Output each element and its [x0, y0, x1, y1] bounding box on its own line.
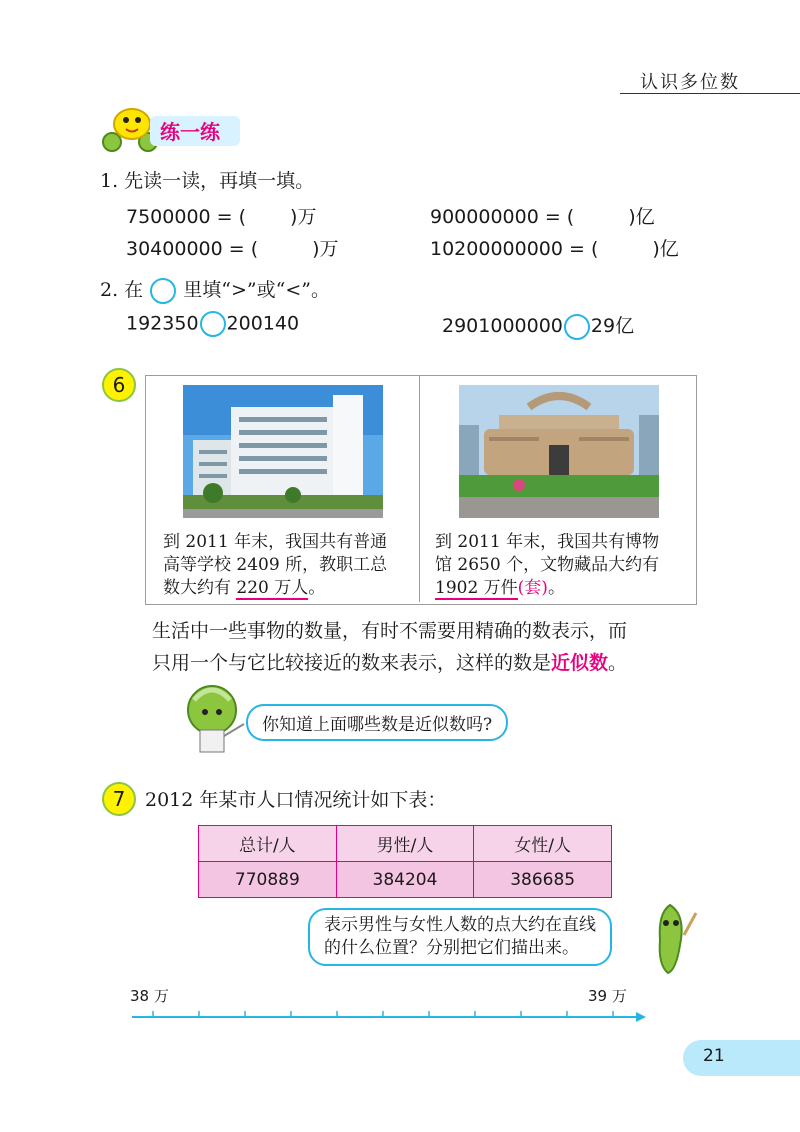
left-caption: 到 2011 年末，我国共有普通 高等学校 2409 所，教职工总 数大约有 220 万人。	[163, 532, 388, 598]
practice-title: 练一练	[160, 120, 220, 144]
paragraph-line-1: 生活中一些事物的数量，有时不需要用精确的数表示，而	[152, 620, 628, 642]
task-bubble: 表示男性与女性人数的点大约在直线 的什么位置？分别把它们描出来。	[308, 908, 612, 966]
table-header-cell: 男性/人	[336, 826, 474, 862]
example-7-badge: 7	[102, 782, 136, 816]
approx-number-underline: 220 万人	[236, 578, 309, 598]
header-rule	[620, 93, 800, 94]
paragraph-line-2: 只用一个与它比较接近的数来表示，这样的数是近似数。	[152, 652, 628, 674]
question-2-prompt: 2. 在 里填“>”或“<”。	[100, 275, 330, 304]
q1-item-3: 30400000 = ( )万	[126, 238, 339, 260]
right-caption: 到 2011 年末，我国共有博物 馆 2650 个，文物藏品大约有 1902 万件(套)。	[435, 532, 660, 598]
question-bubble: 你知道上面哪些数是近似数吗?	[246, 704, 508, 741]
cabbage-mascot-icon	[180, 680, 250, 760]
table-cell: 386685	[474, 862, 612, 898]
circle-blank-icon	[150, 278, 176, 304]
pepper-mascot-icon	[640, 895, 700, 980]
chapter-title: 认识多位数	[640, 72, 740, 93]
photo-divider	[419, 376, 420, 602]
question-1-prompt: 1. 先读一读，再填一填。	[100, 170, 315, 192]
q2-item-2: 2901000000 29亿	[442, 311, 634, 340]
table-header-cell: 女性/人	[474, 826, 612, 862]
museum-photo	[459, 385, 659, 518]
compare-circle[interactable]	[200, 311, 226, 337]
q2-item-1: 192350 200140	[126, 311, 299, 337]
table-cell: 384204	[336, 862, 474, 898]
table-cell: 770889	[199, 862, 337, 898]
table-header-row	[199, 826, 612, 862]
number-line-right-label: 39 万	[588, 987, 627, 1005]
university-building-photo	[183, 385, 383, 518]
table-row	[199, 862, 612, 898]
page-number: 21	[703, 1046, 725, 1066]
example-7-intro: 2012 年某市人口情况统计如下表：	[145, 789, 447, 811]
population-table	[198, 825, 612, 898]
q1-item-2: 900000000 = ( )亿	[430, 206, 655, 228]
number-line-left-label: 38 万	[130, 987, 169, 1005]
q1-item-4: 10200000000 = ( )亿	[430, 238, 679, 260]
compare-circle[interactable]	[564, 314, 590, 340]
q1-item-1: 7500000 = ( )万	[126, 206, 317, 228]
table-header-cell: 总计/人	[199, 826, 337, 862]
number-line	[128, 1008, 648, 1026]
highlight-term: 近似数	[551, 652, 609, 674]
approx-number-underline: 1902 万件	[435, 578, 518, 598]
example-6-badge: 6	[102, 368, 136, 402]
page-number-tab	[683, 1040, 800, 1076]
